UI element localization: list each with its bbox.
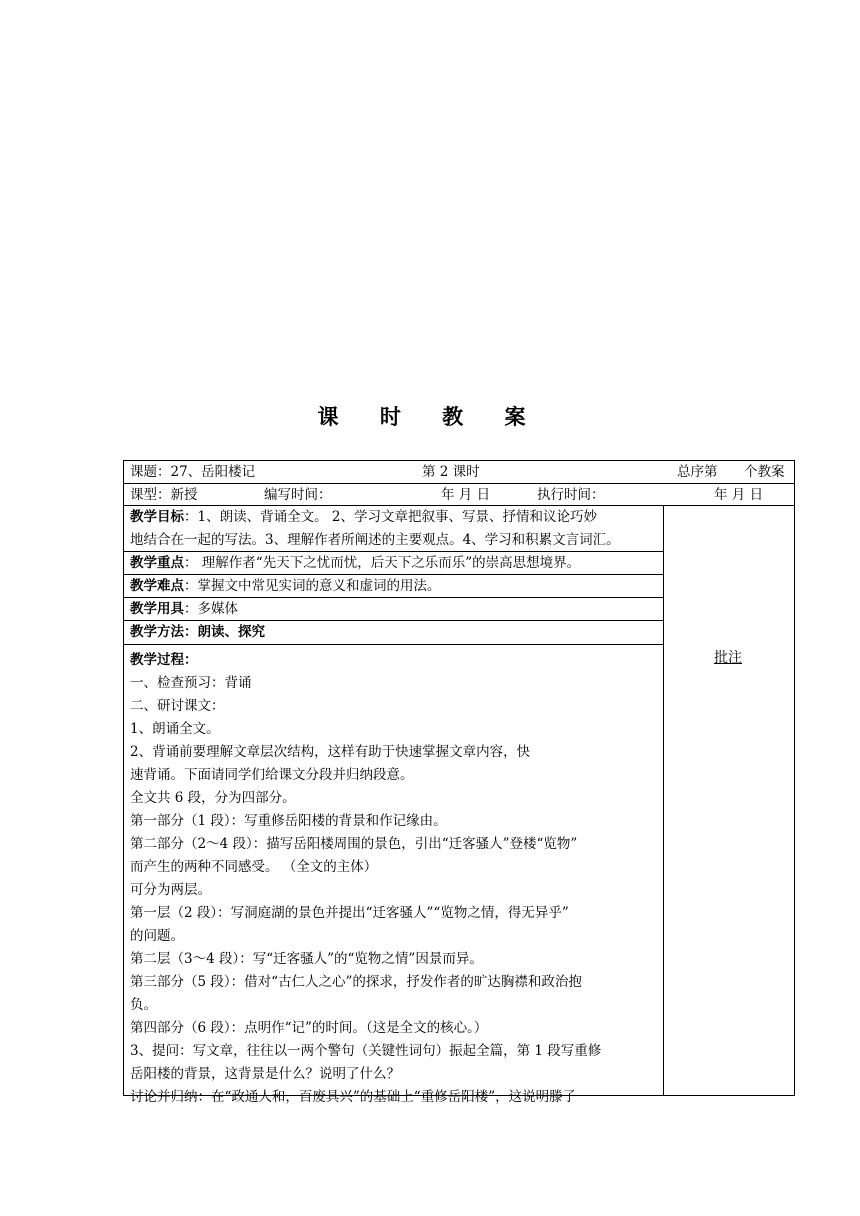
total-order: 总序第 xyxy=(677,464,718,480)
process-line: 3、提问：写文章，往往以一两个警句（关键性词句）振起全篇，第 1 段写重修 xyxy=(130,1043,602,1059)
process-line: 第三部分（5 段）：借对“古仁人之心”的探求，抒发作者的旷达胸襟和政治抱 xyxy=(130,974,582,990)
lesson-plan-table xyxy=(123,460,795,1105)
tools-label: 教学用具 xyxy=(130,601,184,617)
difficulties-text: ：掌握文中常见实词的意义和虚词的用法。 xyxy=(184,578,441,594)
objectives-label: 教学目标 xyxy=(130,509,184,525)
process-line: 第一部分（1 段）：写重修岳阳楼的背景和作记缘由。 xyxy=(130,813,447,829)
process-line: 第一层（2 段）：写洞庭湖的景色并提出“迁客骚人”“览物之情，得无异乎” xyxy=(130,905,569,921)
header-row-1 xyxy=(124,461,794,483)
process-line: 而产生的两种不同感受。 （全文的主体） xyxy=(130,859,378,875)
process-line: 1、朗诵全文。 xyxy=(130,721,220,737)
process-line: 讨论并归纳：在“政通人和，百废具兴”的基础上“重修岳阳楼”，这说明滕子 xyxy=(130,1089,577,1105)
process-line: 第四部分（6 段）：点明作“记”的时间。（这是全文的核心。） xyxy=(130,1020,488,1036)
key-points-text: ： 理解作者“先天下之忧而忧，后天下之乐而乐”的崇高思想境界。 xyxy=(184,555,581,571)
objectives xyxy=(130,506,662,552)
written-date: 年 月 日 xyxy=(441,487,491,503)
exec-date: 年 月 日 xyxy=(714,487,764,503)
teaching-methods xyxy=(130,621,662,644)
key-points xyxy=(130,552,662,575)
process-line: 2、背诵前要理解文章层次结构，这样有助于快速掌握文章内容，快 xyxy=(130,744,531,760)
teaching-process xyxy=(130,649,664,1109)
process-line: 的问题。 xyxy=(130,928,184,944)
teaching-tools xyxy=(130,598,662,621)
period: 第 2 课时 xyxy=(422,464,480,480)
header-row-2 xyxy=(124,484,794,505)
process-label: 教学过程 xyxy=(130,652,184,668)
process-colon: ： xyxy=(184,652,198,668)
key-points-label: 教学重点 xyxy=(130,555,184,571)
process-line: 可分为两层。 xyxy=(130,882,211,898)
process-line: 全文共 6 段，分为四部分。 xyxy=(130,790,296,806)
process-line: 一、检查预习：背诵 xyxy=(130,675,252,691)
annotation-label: 批注 xyxy=(714,650,742,666)
process-line: 第二层（3～4 段）：写“迁客骚人”的“览物之情”因景而异。 xyxy=(130,951,483,967)
written-time-label: 编写时间： xyxy=(264,487,332,503)
process-line: 速背诵。下面请同学们给课文分段并归纳段意。 xyxy=(130,767,414,783)
process-line: 第二部分（2～4 段）：描写岳阳楼周围的景色，引出“迁客骚人”登楼“览物” xyxy=(130,836,578,852)
topic: 课题：27、岳阳楼记 xyxy=(130,464,256,480)
page-title: 课 时 教 案 xyxy=(317,405,543,429)
process-line: 二、研讨课文： xyxy=(130,698,225,714)
difficulties-label: 教学难点 xyxy=(130,578,184,594)
objectives-line-2: 地结合在一起的写法。3、理解作者所阐述的主要观点。4、学习和积累文言词汇。 xyxy=(130,532,620,548)
difficulties xyxy=(130,575,662,598)
tools-text: ：多媒体 xyxy=(184,601,238,617)
process-line: 负。 xyxy=(130,997,157,1013)
objectives-line-1: ：1、朗读、背诵全文。 2、学习文章把叙事、写景、抒情和议论巧妙 xyxy=(184,509,597,525)
lesson-plan-count: 个教案 xyxy=(744,464,785,480)
methods-label: 教学方法：朗读、探究 xyxy=(130,624,265,640)
process-line: 岳阳楼的背景，这背景是什么？说明了什么？ xyxy=(130,1066,400,1082)
lesson-type: 课型：新授 xyxy=(130,487,198,503)
exec-time-label: 执行时间： xyxy=(537,487,605,503)
